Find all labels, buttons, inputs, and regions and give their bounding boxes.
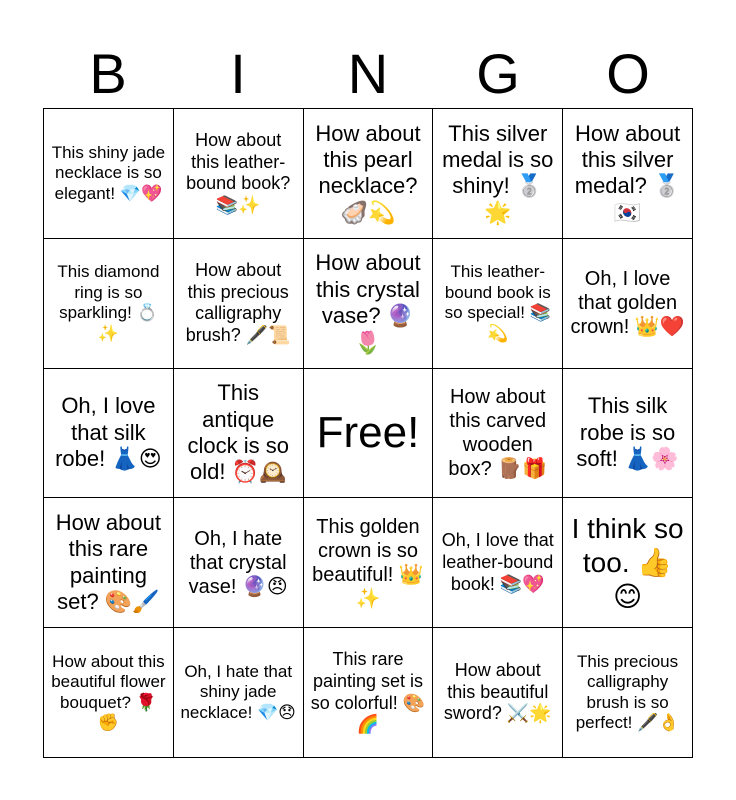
bingo-cell[interactable]: How about this crystal vase? 🔮🌷	[304, 239, 434, 369]
bingo-cell[interactable]: Oh, I hate that crystal vase! 🔮😠	[174, 498, 304, 628]
bingo-cell[interactable]: How about this carved wooden box? 🪵🎁	[433, 369, 563, 499]
bingo-cell[interactable]: How about this silver medal? 🥈🇰🇷	[563, 109, 693, 239]
bingo-cell[interactable]: How about this beautiful flower bouquet? 🌹✊	[44, 628, 174, 758]
header-letter-n: N	[347, 42, 389, 105]
bingo-cell[interactable]: I think so too. 👍😊	[563, 498, 693, 628]
bingo-cell[interactable]: How about this pearl necklace? 🦪💫	[304, 109, 434, 239]
bingo-cell[interactable]: This golden crown is so beautiful! 👑✨	[304, 498, 434, 628]
free-space[interactable]: Free!	[304, 369, 434, 499]
bingo-cell[interactable]: This silver medal is so shiny! 🥈🌟	[433, 109, 563, 239]
header-letter-o: O	[606, 42, 650, 105]
bingo-cell[interactable]: Oh, I love that silk robe! 👗😍	[44, 369, 174, 499]
header-letter-g: G	[476, 42, 520, 105]
bingo-cell[interactable]: Oh, I love that leather-bound book! 📚💖	[433, 498, 563, 628]
bingo-cell[interactable]: This shiny jade necklace is so elegant! 💎💖	[44, 109, 174, 239]
bingo-header	[43, 42, 693, 106]
header-letter-i: I	[230, 42, 246, 105]
bingo-cell[interactable]: This rare painting set is so colorful! 🎨🌈	[304, 628, 434, 758]
bingo-cell[interactable]: This leather-bound book is so special! 📚💫	[433, 239, 563, 369]
bingo-cell[interactable]: How about this precious calligraphy brush? 🖋️📜	[174, 239, 304, 369]
bingo-cell[interactable]: Oh, I hate that shiny jade necklace! 💎😞	[174, 628, 304, 758]
header-letter-b: B	[89, 42, 127, 105]
bingo-cell[interactable]: This silk robe is so soft! 👗🌸	[563, 369, 693, 499]
bingo-cell[interactable]: This diamond ring is so sparkling! 💍✨	[44, 239, 174, 369]
bingo-cell[interactable]: This precious calligraphy brush is so perfect! 🖋️👌	[563, 628, 693, 758]
bingo-cell[interactable]: This antique clock is so old! ⏰🕰️	[174, 369, 304, 499]
bingo-cell[interactable]: Oh, I love that golden crown! 👑❤️	[563, 239, 693, 369]
bingo-board	[43, 108, 693, 758]
bingo-cell[interactable]: How about this beautiful sword? ⚔️🌟	[433, 628, 563, 758]
bingo-cell[interactable]: How about this rare painting set? 🎨🖌️	[44, 498, 174, 628]
bingo-cell[interactable]: How about this leather-bound book? 📚✨	[174, 109, 304, 239]
